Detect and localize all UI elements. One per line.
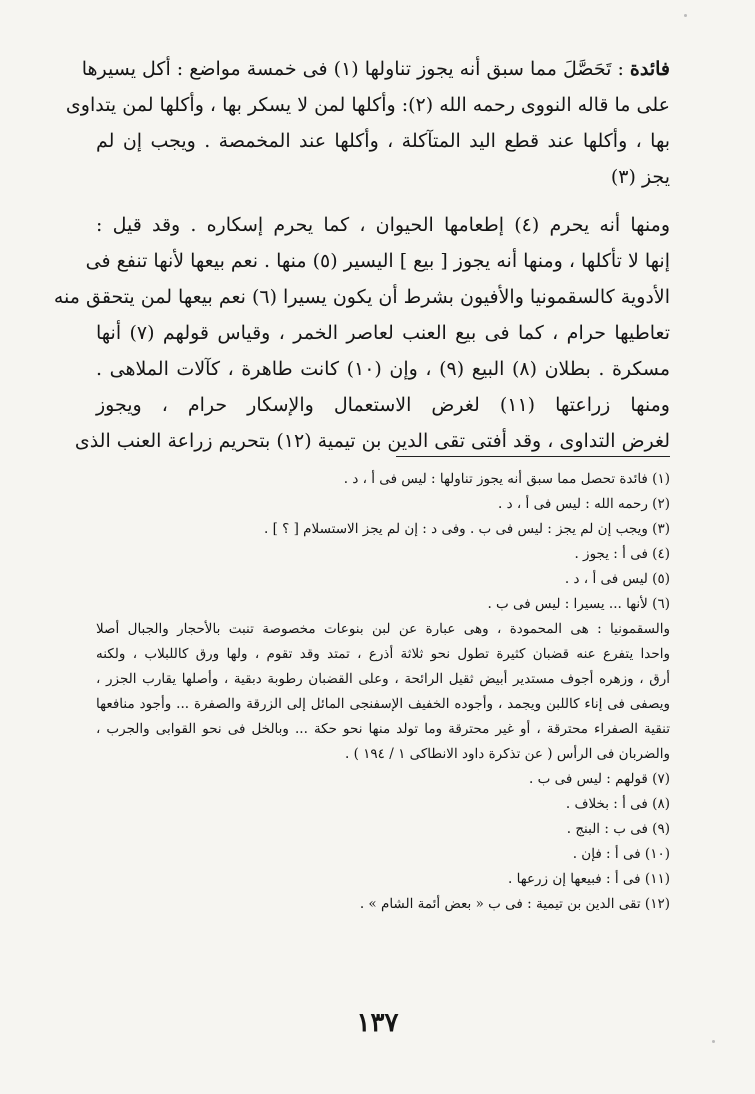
main-text-line: بها ، وأكلها عند قطع اليد المتآكلة ، وأكلها عند المخمصة . ويجب إن لم bbox=[96, 130, 670, 152]
main-text-line: الأدوية كالسقمونيا والأفيون بشرط أن يكون يسيرا (٦) نعم بيعها لمن يتحقق منه bbox=[53, 286, 670, 308]
scan-speck bbox=[712, 1040, 715, 1043]
footnote: (١) فائدة تحصل مما سبق أنه يجوز تناولها : ليس فى أ ، د . bbox=[343, 471, 670, 487]
footnote: (١١) فى أ : فبيعها إن زرعها . bbox=[508, 871, 670, 887]
main-text-line: على ما قاله النووى رحمه الله (٢): وأكلها لمن لا يسكر بها ، وأكلها لمن يتداوى bbox=[65, 94, 670, 116]
main-text-line: تعاطيها حرام ، كما فى بيع العنب لعاصر الخمر ، وقياس قولهم (٧) أنها bbox=[96, 322, 670, 344]
footnote: (٣) ويجب إن لم يجز : ليس فى ب . وفى د : إن لم يجز الاستسلام [ ؟ ] . bbox=[264, 521, 670, 537]
footnote-paragraph-line: والسقمونيا : هى المحمودة ، وهى عبارة عن لبن بنوعات مخصوصة تنبت بالأحجار والجبال أصلا bbox=[96, 621, 670, 637]
footnote: (٢) رحمه الله : ليس فى أ ، د . bbox=[498, 496, 670, 512]
footnote: (١٢) تقى الدين بن تيمية : فى ب « بعض أئمة الشام » . bbox=[359, 896, 670, 912]
main-text-line: ومنها زراعتها (١١) لغرض الاستعمال والإسكار حرام ، ويجوز bbox=[96, 394, 670, 416]
main-text-line: يجز (٣) bbox=[610, 166, 670, 188]
footnote: (٤) فى أ : يجوز . bbox=[574, 546, 670, 562]
footnote: (١٠) فى أ : فإن . bbox=[572, 846, 670, 862]
footnote-paragraph-line: أرق ، وزهره أجوف مستدير أبيض ثقيل الرائحة ، وعلى القضبان رطوبة دبقية ، وأصلها يقارب الجزر ، bbox=[96, 671, 670, 687]
scan-speck bbox=[684, 14, 687, 17]
main-text-line: ومنها أنه يحرم (٤) إطعامها الحيوان ، كما يحرم إسكاره . وقد قيل : bbox=[96, 214, 670, 236]
footnotes bbox=[96, 470, 670, 920]
footnote-paragraph-line: ويصفى فى إناء كاللبن ويجمد ، وأجوده الخفيف الإسفنجى المائل إلى الزرقة والصفرة ... وأجود منافعها bbox=[96, 696, 670, 712]
footnote-paragraph-line: تنقية الصفراء محترقة ، أو غير محترقة وما تولد منها نحو حكة ... وبالخل فى نحو القوابى والجرب ، bbox=[96, 721, 670, 737]
note-label: فائدة bbox=[629, 58, 670, 80]
footnote-paragraph-line: والضربان فى الرأس ( عن تذكرة داود الانطاكى ١ / ١٩٤ ) . bbox=[345, 746, 670, 762]
footnote: (٦) لأنها ... يسيرا : ليس فى ب . bbox=[487, 596, 670, 612]
footnote: (٥) ليس فى أ ، د . bbox=[564, 571, 670, 587]
main-text bbox=[53, 58, 670, 466]
main-text-line: إنها لا تأكلها ، ومنها أنه يجوز [ بيع ] اليسير (٥) منها . نعم بيعها لأنها تنفع فى bbox=[85, 250, 670, 272]
page-number: ١٣٧ bbox=[356, 1008, 399, 1038]
footnote: (٩) فى ب : البنج . bbox=[566, 821, 670, 837]
main-text-line: مسكرة . بطلان (٨) البيع (٩) ، وإن (١٠) كانت طاهرة ، كآلات الملاهى . bbox=[96, 358, 670, 380]
footnote-paragraph-line: واحدا يتفرع عنه قضبان كثيرة تطول نحو ثلاثة أذرع ، تمتد وقد تقوم ، ولها ورق كاللبلاب ، ولكنه bbox=[96, 646, 670, 662]
main-text-line: فائدة : تَحَصَّلَ مما سبق أنه يجوز تناولها (١) فى خمسة مواضع : أكل يسيرها bbox=[81, 58, 670, 80]
footnote: (٧) قولهم : ليس فى ب . bbox=[529, 771, 670, 787]
main-text-line: لغرض التداوى ، وقد أفتى تقى الدين بن تيمية (١٢) بتحريم زراعة العنب الذى bbox=[74, 430, 670, 452]
footnote: (٨) فى أ : بخلاف . bbox=[565, 796, 670, 812]
footnote-divider bbox=[396, 456, 670, 457]
